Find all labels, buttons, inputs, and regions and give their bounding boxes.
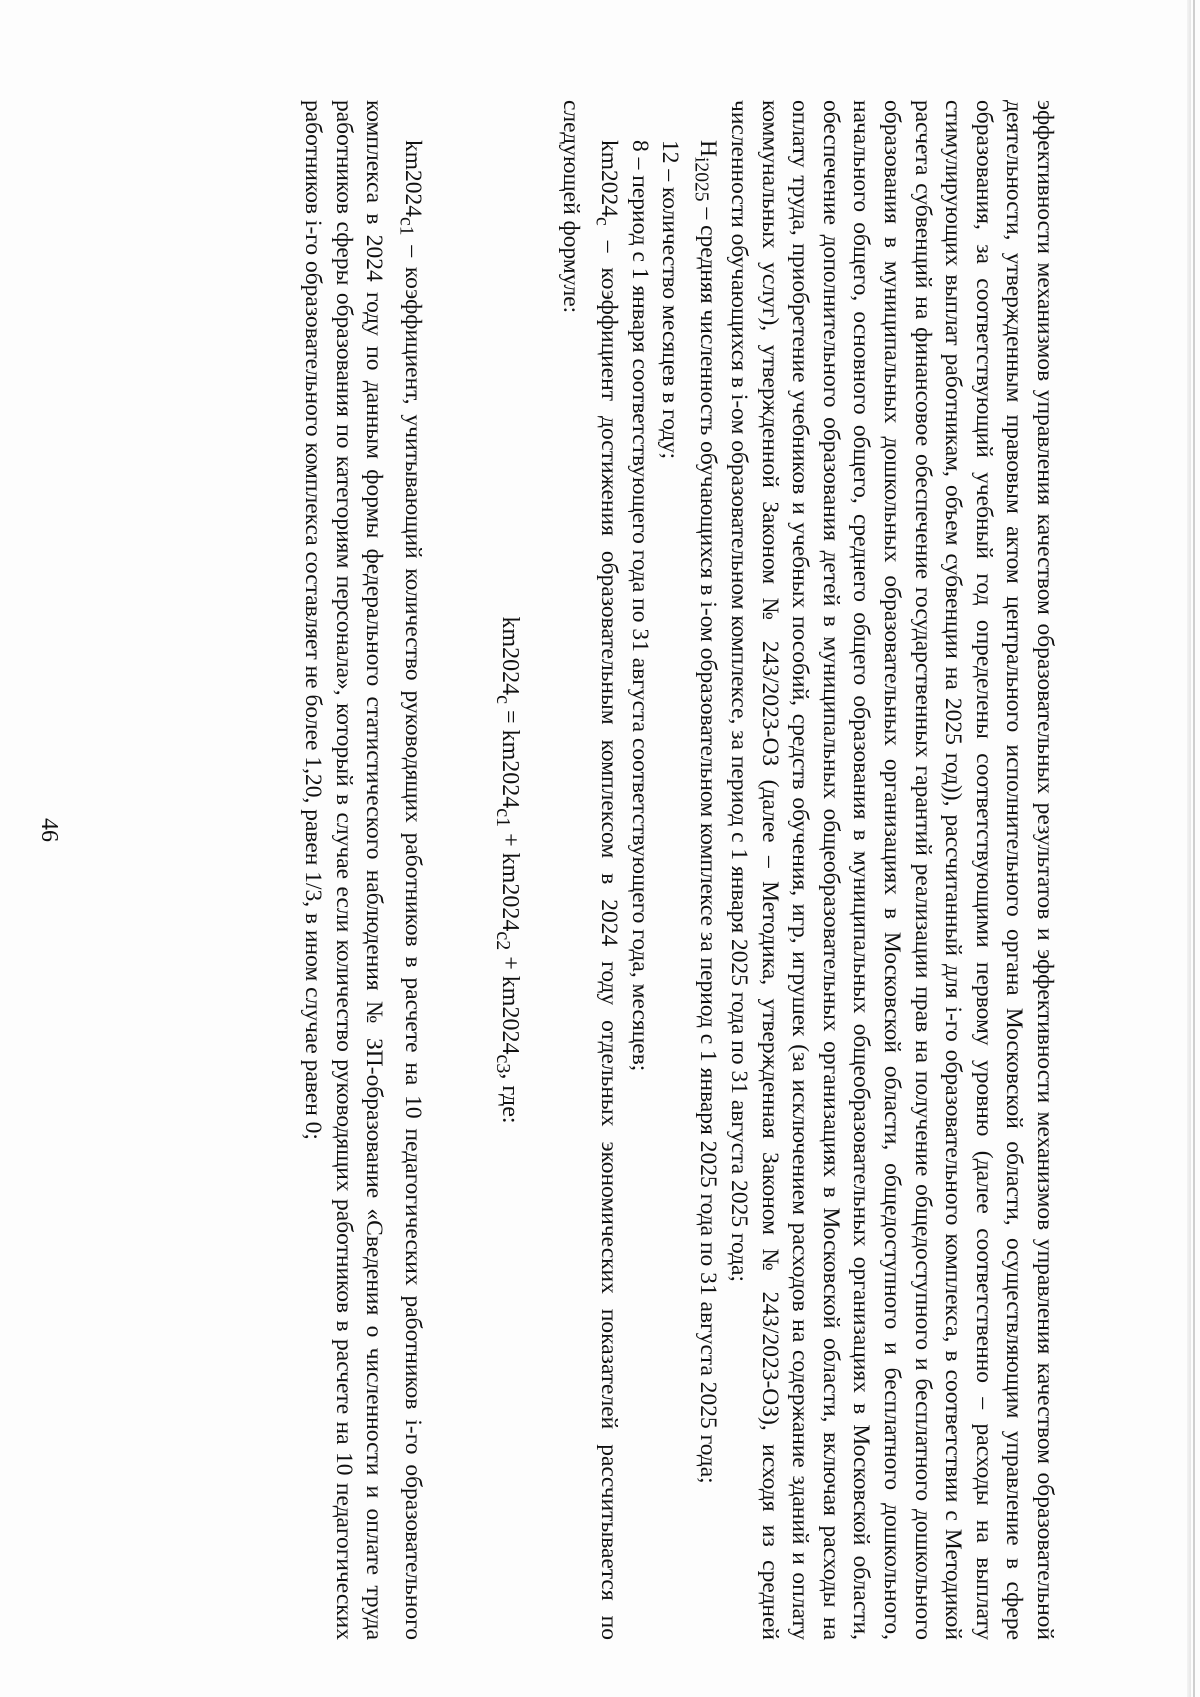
symbol-km2024: km2024 [596,140,622,218]
formula-term-1-subscript: c1 [492,808,515,828]
formula-term-2: km2024 [497,852,524,932]
symbol-n-subscript: i2025 [690,156,712,202]
formula-term-3: km2024 [497,975,524,1055]
spacer [428,100,488,1640]
formula-term-3-subscript: c3 [492,1054,515,1074]
paragraph-definition-12: 12 – количество месяцев в году; [657,140,684,460]
formula-term-1: km2024 [497,729,524,809]
formula-equals: = [497,704,524,730]
page-number: 46 [36,818,62,842]
formula-lhs-subscript: c [492,695,515,705]
formula-plus-1: + [497,827,524,853]
paragraph-definition-km2024c1 [298,100,428,1640]
formula-plus-2: + [497,950,524,976]
definition-km2024c-text: – коэффициент достижения образовательным комплексом в 2024 году отдельных экономических показателей рассчитывается по следующей формуле: [557,100,622,1640]
paragraph-definition-8: 8 – период с 1 января соответствующего года по 31 августа соответствующего года, месяцев; [626,140,653,1072]
definition-n-text: – средняя численность обучающихся в i-ом образовательном комплексе за период с 1 января 2025 года по 31 августа 2025 года; [695,201,722,1484]
formula-term-2-subscript: c2 [492,931,515,951]
paragraph-definition-km2024c [555,100,624,1640]
symbol-km2024-subscript: c [591,217,613,226]
rotated-text-block [160,100,1060,1640]
formula-lhs: km2024 [497,616,524,696]
definition-km2024c1-text: – коэффициент, учитывающий количество руководящих работников в расчете на 10 педагогических работников i-го образовательного комплекса в 2024 году по данным формы федерального статистического наблюдения № ЗП-образование «Сведения о численности и оплате труда работников сферы образования по категориям персонала», который в случае если количество руководящих работников в расчете на 10 педагогических работников i-го образовательного комплекса составляет не более 1,20, равен 1/3, в ином случае равен 0; [300,100,426,1640]
symbol-n: Н [695,140,722,157]
symbol-km2024c1: km2024 [399,140,426,218]
formula-km2024c [488,100,525,1640]
page-edge-line [1193,0,1195,1697]
paragraph-definition-n [685,100,723,1640]
symbol-km2024c1-subscript: c1 [395,217,417,236]
page-edge-shadow [1187,0,1191,1697]
spacer [525,100,555,1640]
formula-tail: , где: [497,1073,524,1124]
paragraph-continuation: эффективности механизмов управления качеством образовательных результатов и эффективности механизмов управления качеством образовательной деятельности, утвержденным правовым актом центрального исполнительного органа Московской области, осуществляющим управление в сфере образования, за соответствующий учебный год определены соответствующими первому уровню (далее соответственно – расходы на выплату стимулирующих выплат работникам, объем субвенции на 2025 год)), рассчитанный для i-го образовательного комплекса, в соответствии с Методикой расчета субвенций на финансовое обеспечение государственных гарантий реализации прав на получение общедоступного и бесплатного дошкольного образования в муниципальных дошкольных образовательных организациях в Московской области, общедоступного и бесплатного дошкольного, начального общего, основного общего, среднего общего образования в муниципальных общеобразовательных организациях в Московской области, обеспечение дополнительного образования детей в муниципальных общеобразовательных организациях в Московской области, включая расходы на оплату труда, приобретение учебников и учебных пособий, средств обучения, игр, игрушек (за исключением расходов на содержание зданий и оплату коммунальных услуг), утвержденной Законом № 243/2023-ОЗ (далее – Методика, утвержденная Законом № 243/2023-ОЗ), исходя из средней численности обучающихся в i-ом образовательном комплексе, за период с 1 января 2025 года по 31 августа 2025 года; [726,100,1058,1640]
